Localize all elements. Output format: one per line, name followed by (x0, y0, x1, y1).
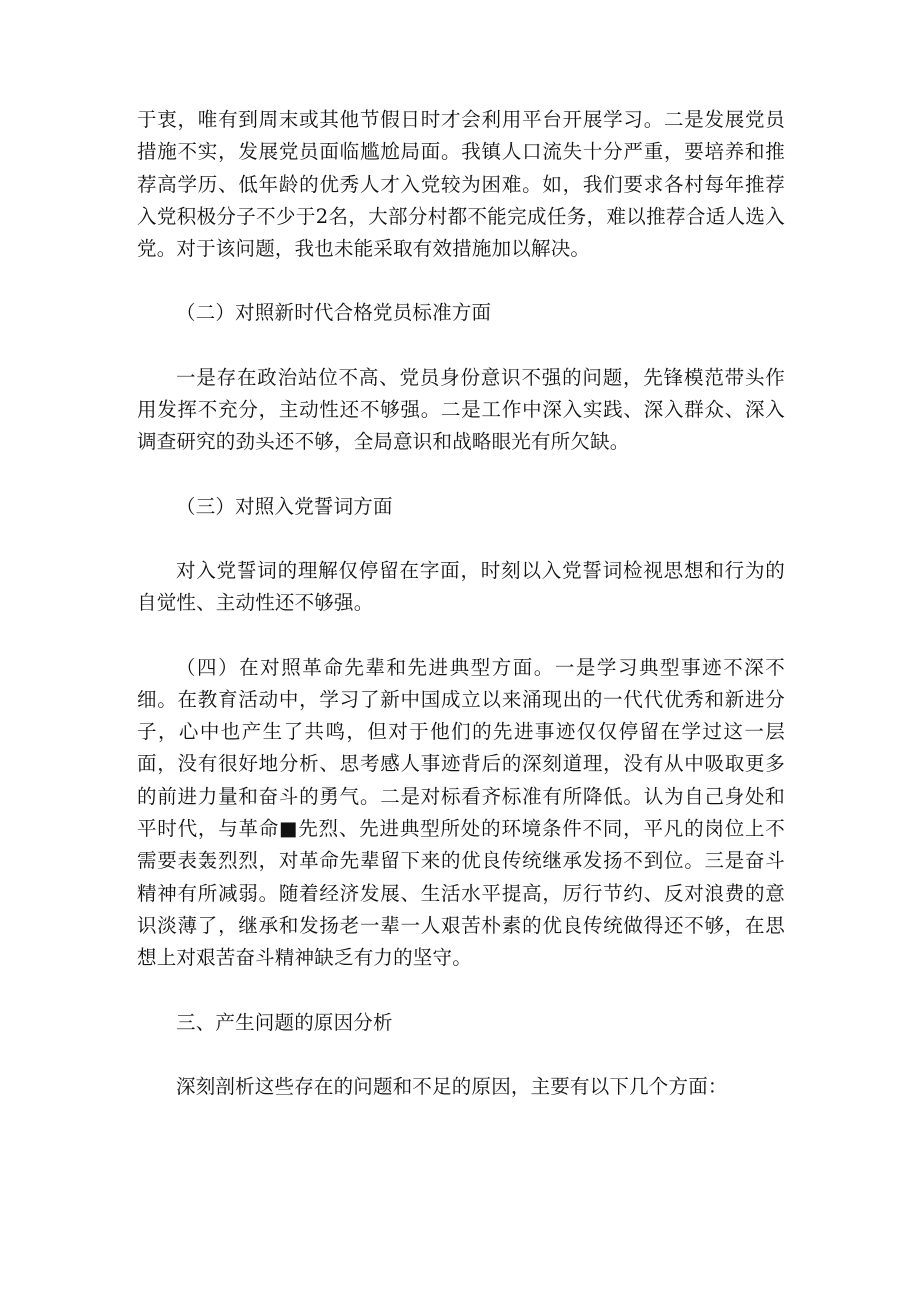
paragraph-causes-intro: 深刻剖析这些存在的问题和不足的原因，主要有以下几个方面： (176, 1074, 728, 1098)
paragraph-role-models: （四）在对照革命先辈和先进典型方面。一是学习典型事迹不深不细。在教育活动中，学习了新中国成立以来涌现出的一代代优秀和新进分子，心中也产生了共鸣，但对于他们的先进事迹仅仅停留在学过这一层面，没有很好地分析、思考感人事迹背后的深刻道理，没有从中吸取更多的前进力量和奋斗的勇气。二是对标看齐标准有所降低。认为自己身处和平时代，与革命■先烈、先进典型所处的环境条件不同，平凡的岗位上不需要表轰烈烈，对革命先辈留下来的优良传统继承发扬不到位。三是奋斗精神有所减弱。随着经济发展、生活水平提高，厉行节约、反对浪费的意识淡薄了，继承和发扬老一辈一人艰苦朴素的优良传统做得还不够，在思想上对艰苦奋斗精神缺乏有力的坚守。 (137, 655, 785, 970)
paragraph-standards: 一是存在政治站位不高、党员身份意识不强的问题，先锋模范带头作用发挥不充分，主动性还不够强。二是工作中深入实践、深入群众、深入调查研究的劲头还不够，全局意识和战略眼光有所欠缺。 (137, 365, 785, 454)
paragraph-continuation: 于衷，唯有到周末或其他节假日时才会利用平台开展学习。二是发展党员措施不实，发展党员面临尴尬局面。我镇人口流失十分严重，要培养和推荐高学历、低年龄的优秀人才入党较为困难。如，我们要求各村每年推荐入党积极分子不少于2名，大部分村都不能完成任务，难以推荐合适人选入党。对于该问题，我也未能采取有效措施加以解决。 (137, 108, 785, 261)
section-heading-3: （三）对照入党誓词方面 (176, 494, 393, 518)
document-body (137, 104, 785, 1103)
paragraph-oath: 对入党誓词的理解仅停留在字面，时刻以入党誓词检视思想和行为的自觉性、主动性还不够强。 (137, 558, 785, 615)
section-heading-2: （二）对照新时代合格党员标准方面 (176, 301, 492, 325)
section-heading-causes: 三、产生问题的原因分析 (176, 1010, 393, 1034)
